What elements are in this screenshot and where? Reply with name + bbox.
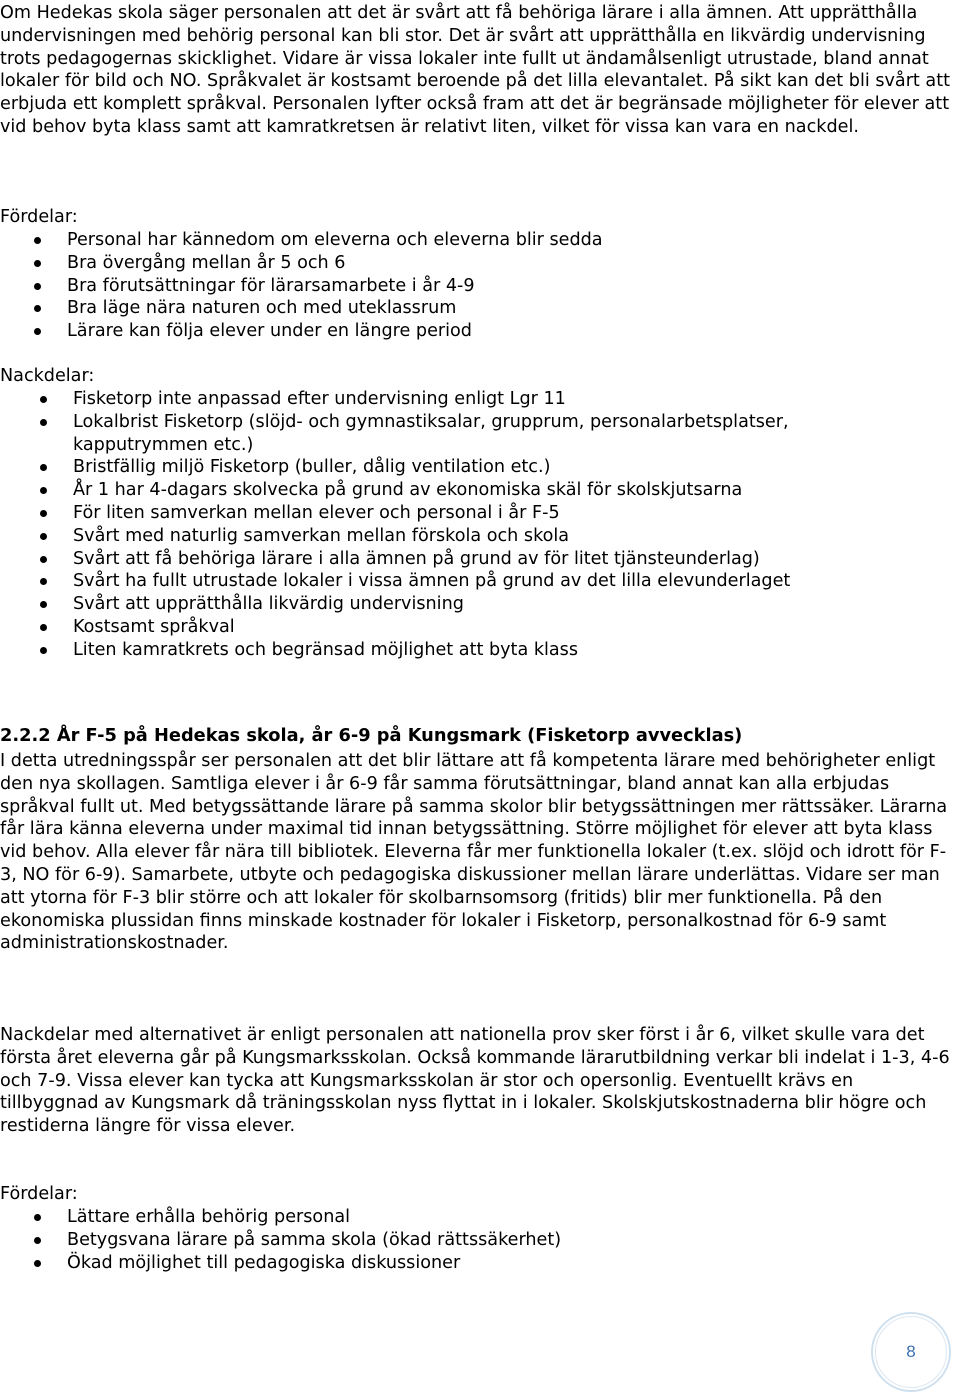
bullet-icon xyxy=(40,419,47,426)
bullet-icon xyxy=(34,283,41,290)
list-item: Svårt med naturlig samverkan mellan förskola och skola xyxy=(40,525,920,548)
list-item: Bra förutsättningar för lärarsamarbete i år 4-9 xyxy=(34,275,603,298)
page-number-badge xyxy=(871,1312,951,1392)
cons-label: Nackdelar: xyxy=(0,366,95,386)
bullet-icon xyxy=(34,1260,41,1267)
bullet-icon xyxy=(40,510,47,517)
list-item: Lokalbrist Fisketorp (slöjd- och gymnastiksalar, grupprum, personalarbetsplatser, kapputrymmen etc.) xyxy=(40,411,920,457)
bullet-icon xyxy=(34,1237,41,1244)
list-item: Svårt att upprätthålla likvärdig undervisning xyxy=(40,593,920,616)
list-item: Betygsvana lärare på samma skola (ökad rättssäkerhet) xyxy=(34,1229,561,1252)
pros-label: Fördelar: xyxy=(0,207,78,227)
bullet-icon xyxy=(40,396,47,403)
page-number: 8 xyxy=(875,1316,947,1388)
pros-list xyxy=(34,229,603,343)
list-item: År 1 har 4-dagars skolvecka på grund av ekonomiska skäl för skolskjutsarna xyxy=(40,479,920,502)
pros-list-2 xyxy=(34,1206,561,1274)
list-item: För liten samverkan mellan elever och personal i år F-5 xyxy=(40,502,920,525)
list-item: Ökad möjlighet till pedagogiska diskussioner xyxy=(34,1252,561,1275)
bullet-icon xyxy=(40,647,47,654)
pros-label-2: Fördelar: xyxy=(0,1184,78,1204)
list-item: Bristfällig miljö Fisketorp (buller, dålig ventilation etc.) xyxy=(40,456,920,479)
section-paragraph-2: Nackdelar med alternativet är enligt personalen att nationella prov sker först i år 6, vilket skulle vara det första året eleverna går på Kungsmarksskolan. Också kommande lärarutbildning verkar bli indelat i 1-3, 4-6 och 7-9. Vissa elever kan tycka att Kungsmarksskolan är stor och opersonlig. Eventuellt krävs en tillbyggnad av Kungsmark då träningsskolan nyss flyttat in i lokaler. Skolskjutskostnaderna blir högre och restiderna längre för vissa elever. xyxy=(0,1025,950,1137)
bullet-icon xyxy=(34,1214,41,1221)
list-item: Svårt ha fullt utrustade lokaler i vissa ämnen på grund av det lilla elevunderlaget xyxy=(40,570,920,593)
bullet-icon xyxy=(34,260,41,267)
bullet-icon xyxy=(40,533,47,540)
list-item: Lärare kan följa elever under en längre period xyxy=(34,320,603,343)
intro-paragraph: Om Hedekas skola säger personalen att det är svårt att få behöriga lärare i alla ämnen. Att upprätthålla undervisningen med behörig personal kan bli stor. Det är svårt att upprätthålla en likvärdig undervisning trots pedagogernas skicklighet. Vidare är vissa lokaler inte fullt ut ändamålsenligt utrustade, bland annat lokaler för bild och NO. Språkvalet är kostsamt beroende på det lilla elevantalet. På sikt kan det bli svårt att erbjuda ett komplett språkval. Personalen lyfter också fram att det är begränsade möjligheter för elever att vid behov byta klass samt att kamratkretsen är relativt liten, vilket för vissa kan vara en nackdel. xyxy=(0,3,950,137)
list-item: Lättare erhålla behörig personal xyxy=(34,1206,561,1229)
bullet-icon xyxy=(34,237,41,244)
list-item: Bra läge nära naturen och med uteklassrum xyxy=(34,297,603,320)
list-item: Kostsamt språkval xyxy=(40,616,920,639)
list-item: Personal har kännedom om eleverna och eleverna blir sedda xyxy=(34,229,603,252)
list-item: Svårt att få behöriga lärare i alla ämnen på grund av för litet tjänsteunderlag) xyxy=(40,548,920,571)
list-item: Fisketorp inte anpassad efter undervisning enligt Lgr 11 xyxy=(40,388,920,411)
list-item: Liten kamratkrets och begränsad möjlighet att byta klass xyxy=(40,639,920,662)
cons-list xyxy=(40,388,920,662)
bullet-icon xyxy=(40,556,47,563)
section-paragraph-1: I detta utredningsspår ser personalen att det blir lättare att få kompetenta lärare med behörigheter enligt den nya skollagen. Samtliga elever i år 6-9 får samma förutsättningar, bland annat kan alla erbjudas språkval fullt ut. Med betygssättande lärare på samma skolor blir betygssättningen mer rättssäker. Lärarna får lära känna eleverna under maximal tid innan betygssättning. Större möjlighet för elever att byta klass vid behov. Alla elever får nära till bibliotek. Eleverna får mer funktionella lokaler (t.ex. slöjd och idrott för F-3, NO för 6-9). Samarbete, utbyte och pedagogiska diskussioner mellan lärare underlättas. Vidare ser man att ytorna för F-3 blir större och att lokaler för skolbarnsomsorg (fritids) blir mer funktionella. På den ekonomiska plussidan finns minskade kostnader för lokaler i Fisketorp, personalkostnad för 6-9 samt administrationskostnader. xyxy=(0,751,948,954)
bullet-icon xyxy=(40,624,47,631)
section-heading: 2.2.2 År F-5 på Hedekas skola, år 6-9 på Kungsmark (Fisketorp avvecklas) xyxy=(0,725,743,746)
list-item: Bra övergång mellan år 5 och 6 xyxy=(34,252,603,275)
